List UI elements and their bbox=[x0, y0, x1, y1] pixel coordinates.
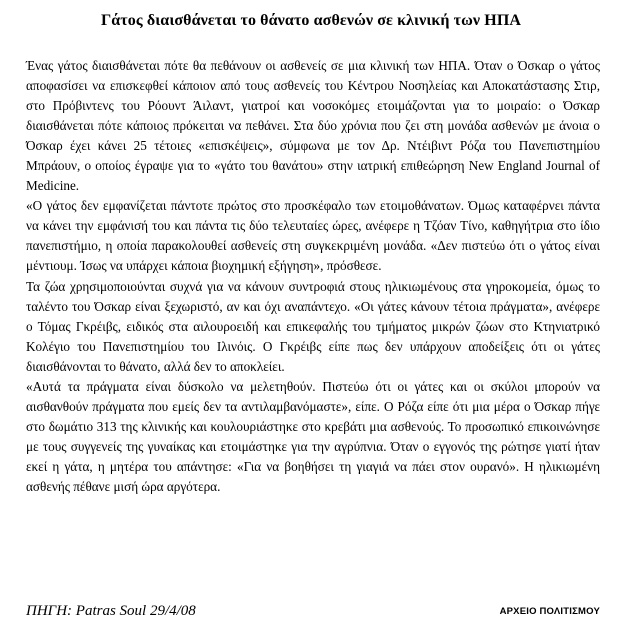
article-body bbox=[26, 56, 600, 497]
article-paragraph-2: «Ο γάτος δεν εμφανίζεται πάντοτε πρώτος στο προσκέφαλο των ετοιμοθάνατων. Όμως καταφέρνει πάντα να κάνει την εμφάνισή του και πάντα τις δύο τελευταίες ώρες, ανέφερε η Τζόαν Τίνο, καθηγήτρια στο ίδιο πανεπιστήμιο, η οποία παρακολουθεί ασθενείς στη συγκεκριμένη μονάδα. «Δεν πιστεύω ότι ο γάτος είναι μέντιουμ. Ίσως να υπάρχει κάποια βιοχημική εξήγηση», πρόσθεσε. bbox=[26, 198, 600, 274]
article-title: Γάτος διαισθάνεται το θάνατο ασθενών σε κλινική των ΗΠΑ bbox=[100, 12, 522, 29]
source-credit: ΠΗΓΗ: Patras Soul 29/4/08 bbox=[26, 603, 196, 619]
article-paragraph-3: Τα ζώα χρησιμοποιούνται συχνά για να κάνουν συντροφιά στους ηλικιωμένους στα γηροκομεία, όμως το ταλέντο του Όσκαρ είναι ξεχωριστό, αν και όχι αναπάντεχο. «Οι γάτες κάνουν τέτοια πράγματα», ανέφερε ο Τόμας Γκρέιβς, ειδικός στα αιλουροειδή και επικεφαλής του τμήματος μικρών ζώων στο Κτηνιατρικό Κολέγιο του Πανεπιστημίου του Ιλινόις. Ο Γκρέιβς είπε πως δεν υπάρχουν αποδείξεις ότι οι γάτες διαισθάνονται το θάνατο, αλλά δεν το αποκλείει. bbox=[26, 278, 600, 374]
article-paragraph-1: Ένας γάτος διαισθάνεται πότε θα πεθάνουν οι ασθενείς σε μια κλινική των ΗΠΑ. Όταν ο Όσκαρ ο γάτος αποφασίσει να επισκεφθεί κάποιον από τους ασθενείς του Κέντρου Νοσηλείας και Αποκατάστασης Στιρ, στο Πρόβιντενς του Ρόουντ Άιλαντ, γιατροί και νοσοκόμες ετοιμάζονται για το μοιραίο: ο Όσκαρ διαισθάνεται πότε κάποιος πρόκειται να πεθάνει. Στα δύο χρόνια που ζει στη μονάδα ασθενών με άνοια ο Όσκαρ έχει κάνει 25 τέτοιες «επισκέψεις», σύμφωνα με τον Δρ. Ντέιβιντ Ρόζα του Πανεπιστημίου Μπράουν, ο οποίος έγραψε για το «γάτο του θανάτου» στην ιατρική επιθεώρηση New England Journal of Medicine. bbox=[26, 58, 600, 194]
article-paragraph-4: «Αυτά τα πράγματα είναι δύσκολο να μελετηθούν. Πιστεύω ότι οι γάτες και οι σκύλοι μπορούν να αισθανθούν πράγματα που εμείς δεν τα αντιλαμβανόμαστε», είπε. Ο Ρόζα είπε ότι μια μέρα ο Όσκαρ πήγε στο δωμάτιο 313 της κλινικής και κουλουριάστηκε στο κρεβάτι μια ασθενούς. Το προσωπικό επικοινώνησε με τους συγγενείς της γυναίκας και ετοιμάστηκε για την αγρύπνια. Όταν ο εγγονός της ρώτησε γιατί ήταν εκεί η γάτα, η μητέρα του απάντησε: «Για να βοηθήσει τη γιαγιά να πάει στον ουρανό». Η ηλικιωμένη ασθενής πέθανε μισή ώρα αργότερα. bbox=[26, 378, 600, 494]
archive-label: ΑΡΧΕΙΟ ΠΟΛΙΤΙΣΜΟΥ bbox=[499, 606, 600, 617]
